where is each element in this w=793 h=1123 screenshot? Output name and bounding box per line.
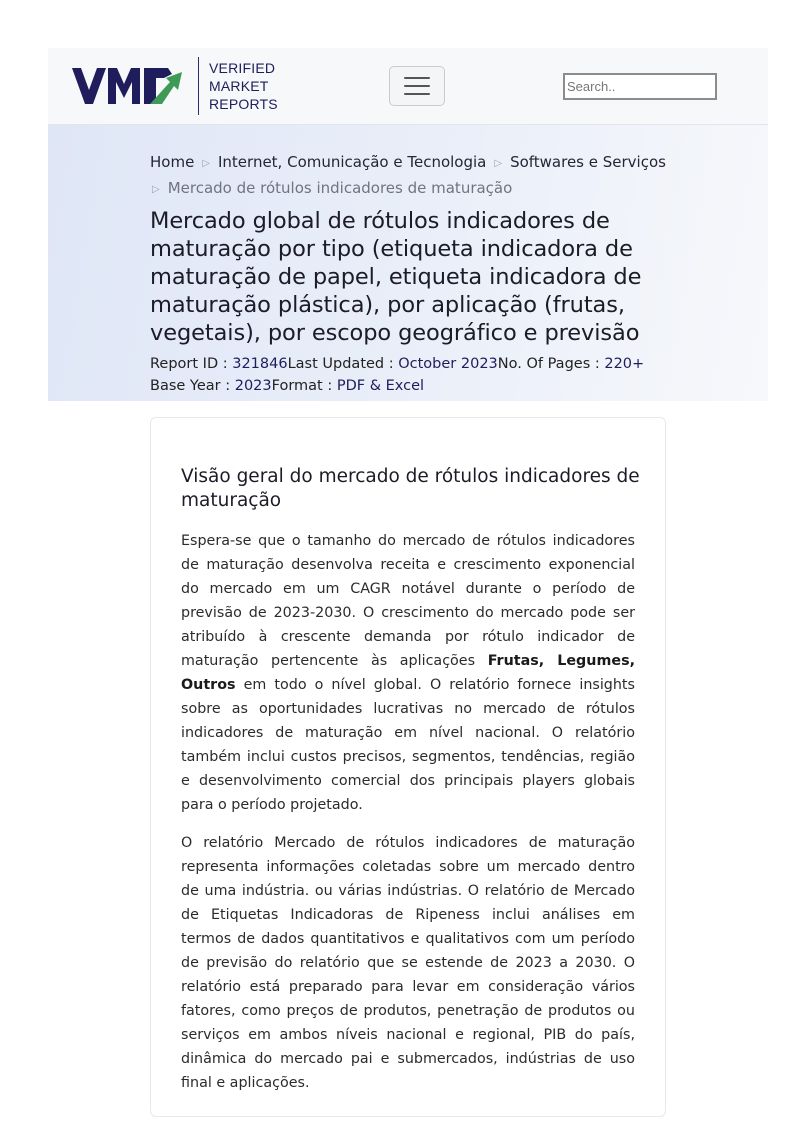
overview-p1-text-a: Espera-se que o tamanho do mercado de rótulos indicadores de maturação desenvolva receita e crescimento exponencial do mercado em um CAGR notável durante o período de previsão de 2023-2030. O crescimento do mercado pode ser atribuído à crescente demanda por rótulo indicador de maturação pertencente às aplicações xyxy=(181,533,635,669)
overview-paragraph-2: O relatório Mercado de rótulos indicadores de maturação representa informações coletadas sobre um mercado dentro de uma indústria. ou várias indústrias. O relatório de Mercado de Etiquetas Indicadoras de Ripeness inclui análises em termos de dados quantitativos e qualitativos com um período de previsão do relatório que se estende de 2023 a 2030. O relatório está preparado para levar em consideração vários fatores, como preços de produtos, penetração de produtos ou serviços em ambos níveis nacional e regional, PIB do país, dinâmica do mercado pai e submercados, indústrias de uso final e aplicações. xyxy=(181,835,635,1091)
search-input[interactable] xyxy=(563,73,717,100)
overview-p1-applications: Frutas, Legumes, Outros xyxy=(181,653,636,693)
breadcrumb-subcategory-link[interactable]: Softwares e Serviços xyxy=(510,153,666,171)
format-label: Format : xyxy=(271,378,337,394)
breadcrumb-category-link[interactable]: Internet, Comunicação e Tecnologia xyxy=(218,153,487,171)
format-value: PDF & Excel xyxy=(336,378,425,394)
hamburger-icon-bar xyxy=(404,93,430,95)
vmr-logo-icon xyxy=(72,66,184,106)
logo-line-2: MARKET xyxy=(209,78,269,94)
overview-body xyxy=(181,529,635,1109)
hamburger-menu-button[interactable] xyxy=(389,66,445,106)
overview-paragraph-1 xyxy=(181,529,635,817)
overview-heading: Visão geral do mercado de rótulos indicadores de maturação xyxy=(181,466,640,511)
page xyxy=(48,48,768,1091)
last-updated-value: October 2023 xyxy=(398,356,498,372)
logo-line-1: VERIFIED xyxy=(209,60,276,76)
logo-divider xyxy=(198,57,199,115)
chevron-right-icon: ▷ xyxy=(202,158,210,169)
report-meta-row-1 xyxy=(150,353,670,375)
hamburger-icon-bar xyxy=(404,85,430,87)
report-meta xyxy=(150,353,670,397)
hamburger-icon-bar xyxy=(404,77,430,79)
overview-card xyxy=(150,417,666,1117)
breadcrumb-current-row xyxy=(150,176,670,202)
logo-wordmark xyxy=(209,59,278,113)
chevron-right-icon: ▷ xyxy=(494,158,503,169)
chevron-right-icon: ▷ xyxy=(152,184,160,195)
pages-value: 220+ xyxy=(604,356,645,372)
logo-line-3: REPORTS xyxy=(209,96,278,112)
overview-p1-text-b: em todo o nível global. O relatório fornece insights sobre as oportunidades lucrativas no mercado de rótulos indicadores de maturação em nível nacional. O relatório também inclui custos precisos, segmentos, tendências, região e desenvolvimento comercial dos principais players globais para o período projetado. xyxy=(181,677,635,813)
pages-label: No. Of Pages : xyxy=(497,356,605,372)
site-header xyxy=(48,48,768,125)
breadcrumb-home-link[interactable]: Home xyxy=(150,153,195,171)
site-logo[interactable] xyxy=(72,56,278,116)
base-year-label: Base Year : xyxy=(150,378,235,394)
page-title: Mercado global de rótulos indicadores de maturação por tipo (etiqueta indicadora de maturação de papel, etiqueta indicadora de maturação plástica), por aplicação (frutas, vegetais), por escopo geográfico e previsão xyxy=(150,208,642,346)
breadcrumb-current: Mercado de rótulos indicadores de maturação xyxy=(167,179,513,197)
base-year-value: 2023 xyxy=(234,378,272,394)
report-id-label: Report ID : xyxy=(150,356,233,372)
report-meta-row-2 xyxy=(150,375,670,397)
last-updated-label: Last Updated : xyxy=(287,356,399,372)
breadcrumb xyxy=(150,150,670,202)
report-hero xyxy=(48,125,768,401)
report-id-value: 321846 xyxy=(232,356,288,372)
